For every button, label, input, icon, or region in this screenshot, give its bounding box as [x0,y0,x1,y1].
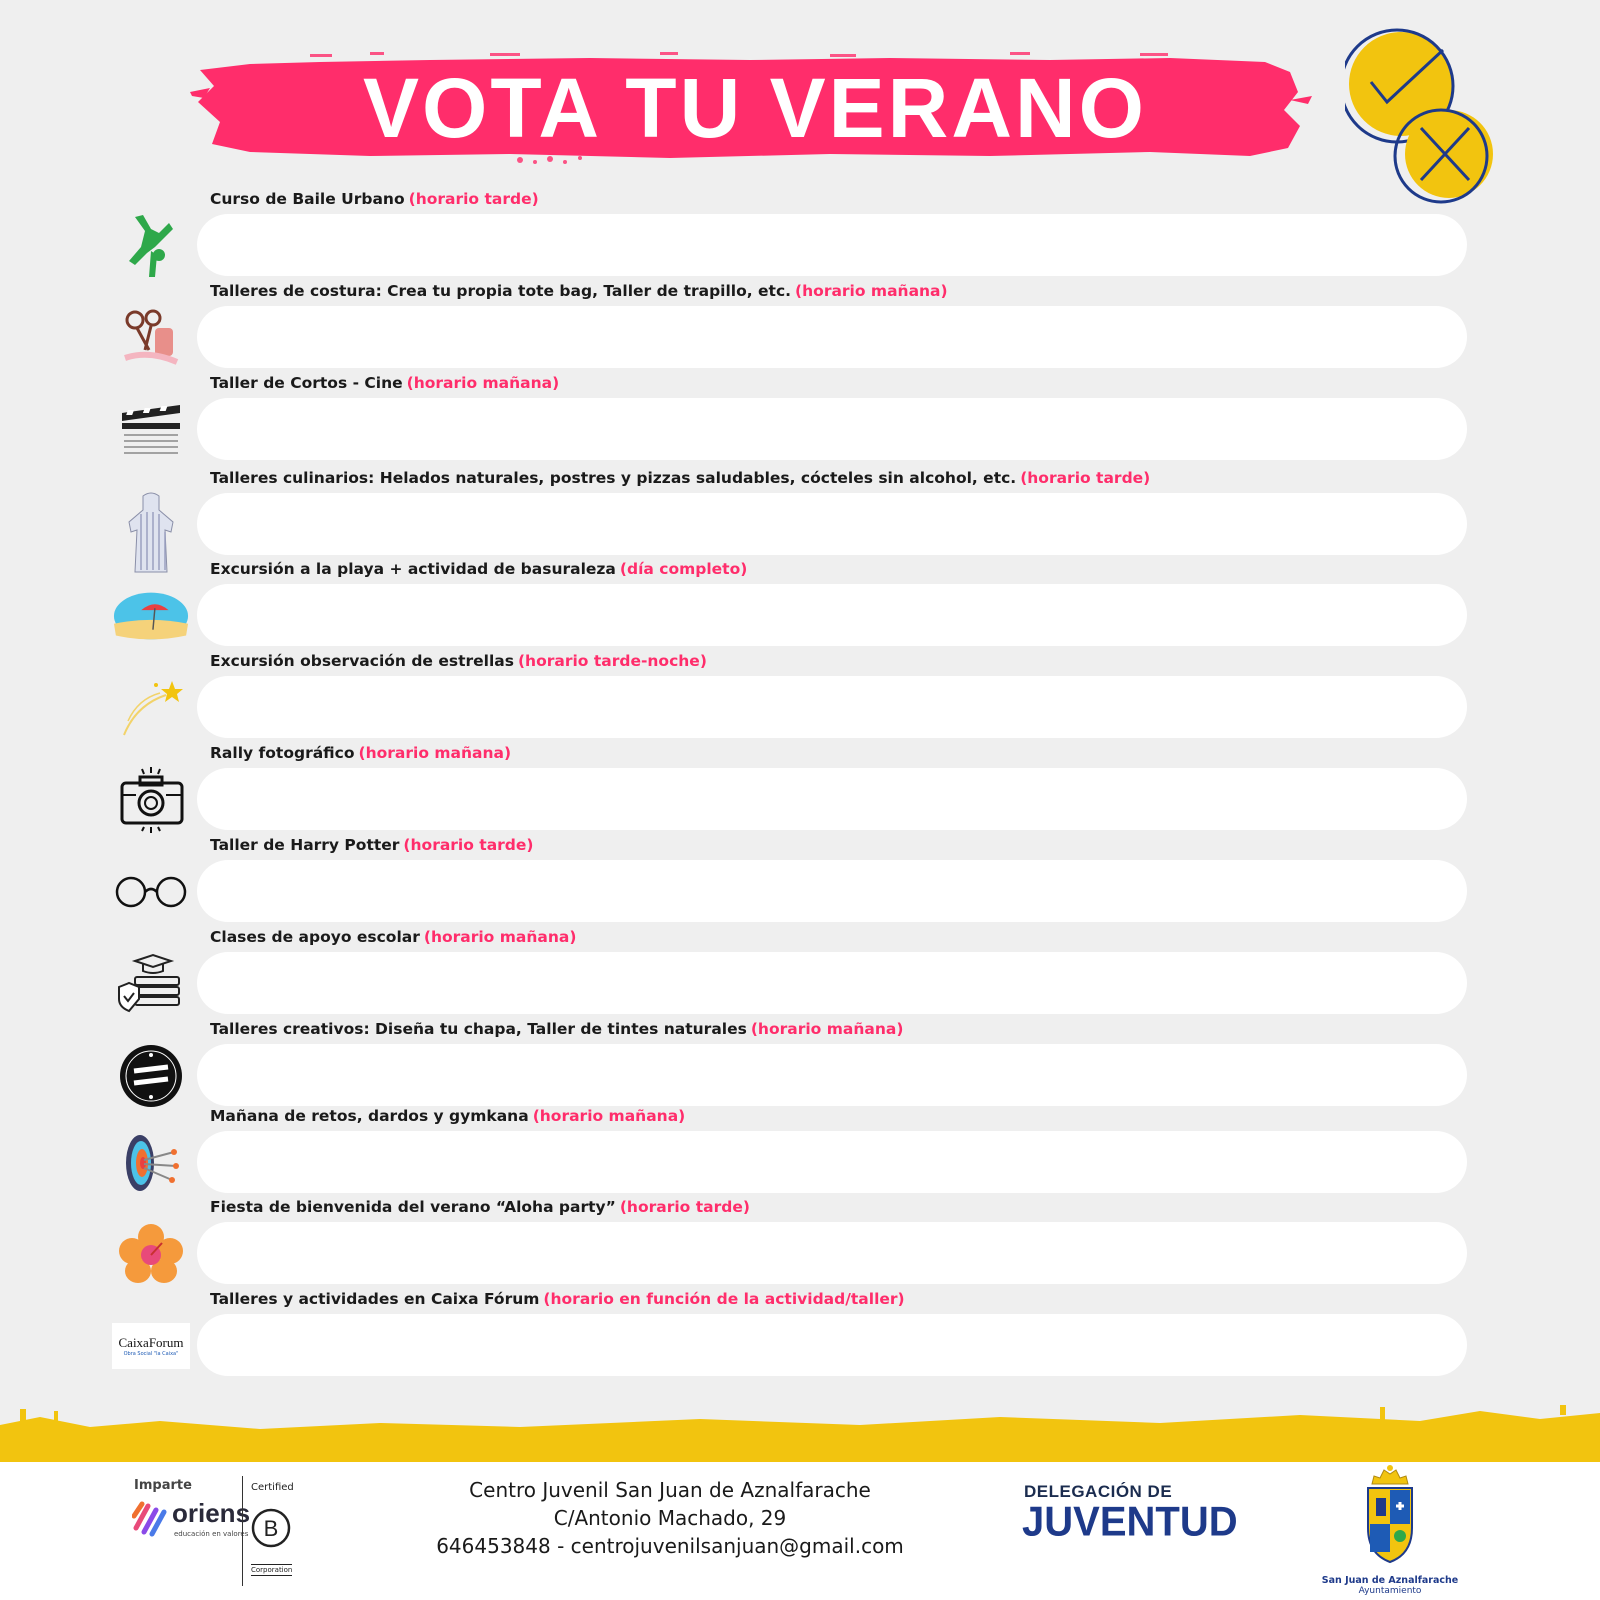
activity-name: Talleres de costura: Crea tu propia tote bag, Taller de trapillo, etc. [210,282,792,300]
activity-row [112,374,1472,460]
activity-name: Taller de Cortos - Cine [210,374,403,392]
page-title: VOTA TU VERANO [362,60,1147,155]
activity-schedule: (horario mañana) [358,744,512,762]
beach-icon [112,580,190,652]
books-icon [112,948,190,1020]
activity-schedule: (horario tarde-noche) [517,652,707,670]
caixaforum-logo [112,1310,190,1382]
hibiscus-icon [112,1218,190,1290]
caixaforum-logo-text: CaixaForum [118,1335,184,1350]
activity-name: Excursión observación de estrellas [210,652,514,670]
bcorp-b-icon [251,1498,295,1558]
bcorp-badge [242,1476,300,1586]
address-line-contact: 646453848 - centrojuvenilsanjuan@gmail.com [436,1534,904,1558]
activity-name: Talleres creativos: Diseña tu chapa, Taller de tintes naturales [210,1020,747,1038]
activity-name: Mañana de retos, dardos y gymkana [210,1107,529,1125]
activity-schedule: (horario mañana) [423,928,577,946]
vote-field[interactable] [197,1044,1467,1106]
dancer-icon [112,210,190,282]
target-icon [112,1127,190,1199]
activity-row [112,190,1472,276]
activity-name: Talleres culinarios: Helados naturales, postres y pizzas saludables, cócteles sin alcohol, etc. [210,469,1017,487]
activity-row [112,469,1472,555]
vote-field[interactable] [197,214,1467,276]
address-block [400,1476,940,1560]
vote-field[interactable] [197,493,1467,555]
activity-row [112,282,1472,368]
activity-name: Excursión a la playa + actividad de basuraleza [210,560,616,578]
juventud-label: JUVENTUD [1022,1498,1238,1546]
sewing-icon [112,302,190,374]
council-sub: Ayuntamiento [1358,1586,1422,1596]
vote-field[interactable] [197,306,1467,368]
camera-icon [112,764,190,836]
activity-row [112,1107,1472,1193]
activity-schedule: (horario mañana) [795,282,948,300]
activity-schedule: (horario tarde) [1020,469,1151,487]
activity-row [112,836,1472,922]
bcorp-corporation-label: Corporation [251,1566,293,1574]
clapperboard-icon [112,394,190,466]
title-banner [190,52,1320,164]
activity-name: Clases de apoyo escolar [210,928,420,946]
bcorp-certified-label: Certified [251,1482,294,1493]
oriens-name: oriens [172,1498,251,1528]
oriens-tagline: educación en valores [174,1530,249,1538]
vote-field[interactable] [197,1314,1467,1376]
footer [0,1462,1600,1600]
glasses-icon [112,856,190,928]
activity-row [112,1290,1472,1376]
activity-name: Rally fotográfico [210,744,355,762]
delegacion-label: DELEGACIÓN DE [1024,1482,1173,1501]
activity-schedule: (horario mañana) [750,1020,904,1038]
activity-row [112,1020,1472,1106]
activity-name: Fiesta de bienvenida del verano “Aloha party” [210,1198,616,1216]
activity-schedule: (horario tarde) [403,836,534,854]
activity-schedule: (horario mañana) [532,1107,686,1125]
vote-field[interactable] [197,1131,1467,1193]
check-cross-emblem [1345,24,1505,204]
council-name: San Juan de Aznalfarache [1321,1575,1459,1586]
oriens-logo-icon [132,1498,172,1538]
activity-row [112,560,1472,646]
activity-name: Talleres y actividades en Caixa Fórum [210,1290,540,1308]
address-line-street: C/Antonio Machado, 29 [553,1506,787,1530]
svg-text:B: B [263,1516,279,1541]
coat-of-arms-icon [1362,1462,1418,1574]
activity-row [112,744,1472,830]
activity-schedule: (horario en función de la actividad/taller) [543,1290,905,1308]
activity-row [112,928,1472,1014]
caixaforum-logo-sub: Obra Social "la Caixa" [123,1351,179,1357]
activity-schedule: (día completo) [619,560,748,578]
vote-field[interactable] [197,398,1467,460]
yellow-brush-stripe [0,1405,1600,1465]
activity-row [112,1198,1472,1284]
vote-field[interactable] [197,676,1467,738]
homemade-badge-icon [112,1040,190,1112]
shooting-star-icon [112,672,190,744]
activity-schedule: (horario tarde) [619,1198,750,1216]
imparte-label: Imparte [134,1478,192,1493]
vote-field[interactable] [197,584,1467,646]
vote-field[interactable] [197,1222,1467,1284]
vote-field[interactable] [197,952,1467,1014]
activity-row [112,652,1472,738]
activity-name: Taller de Harry Potter [210,836,400,854]
address-line-name: Centro Juvenil San Juan de Aznalfarache [469,1478,871,1502]
activity-schedule: (horario tarde) [408,190,539,208]
vote-field[interactable] [197,860,1467,922]
activity-name: Curso de Baile Urbano [210,190,405,208]
vote-field[interactable] [197,768,1467,830]
activity-schedule: (horario mañana) [406,374,560,392]
